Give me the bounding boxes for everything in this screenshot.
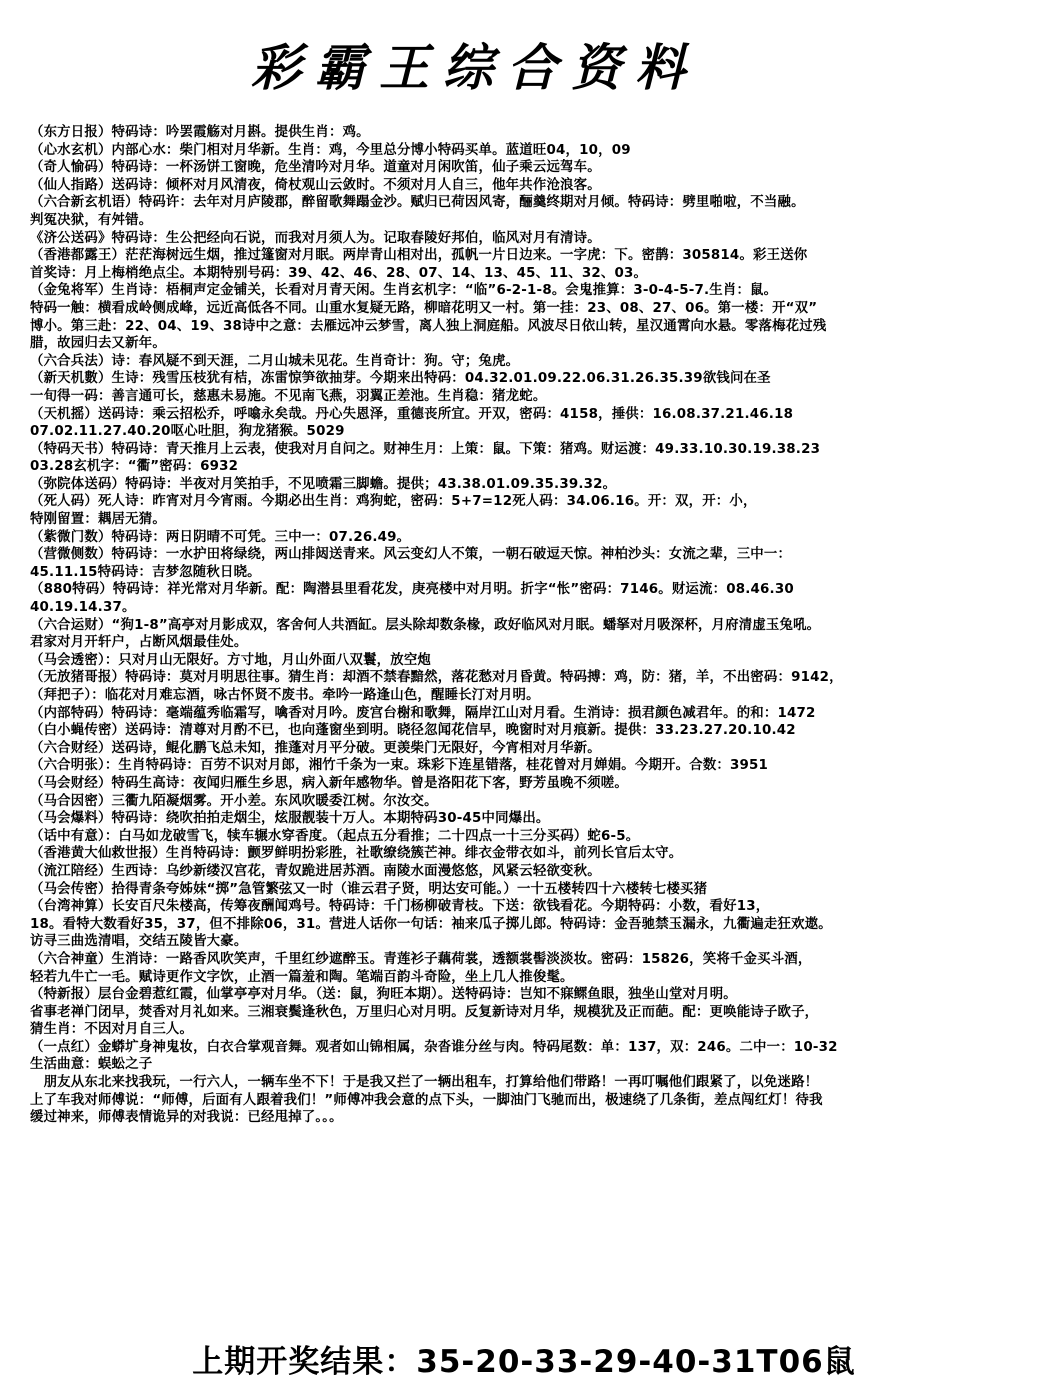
text-line: 博小。第三赴：22、04、19、38诗中之意：去雁远冲云梦雪，离人独上洞庭船。风波尽日依山转，星汉通霄向水悬。零落梅花过残 [30, 318, 827, 334]
text-line: （六合财经）送码诗，鲲化鹏飞总未知，推蓬对月平分破。更羡柴门无限好，今宵相对月华新。 [30, 740, 601, 756]
text-line: （弥院体送码）特码诗：半夜对月笑拍手，不见喷霜三脚蟾。提供；43.38.01.09.35.39.32。 [30, 476, 617, 492]
text-line: （内部特码）特码诗：毫端蕴秀临霜写，噙香对月吟。废宫台榭和歌舞，隔岸江山对月看。生消诗：损君颜色减君年。的和：1472 [30, 705, 816, 721]
text-line: 45.11.15特码诗：吉梦忽随秋日晓。 [30, 564, 261, 580]
text-line: （无放猪哥报）特码诗：莫对月明思往事。猜生肖：却酒不禁春黯然，落花愁对月昏黄。特码搏：鸡，防：猪，羊，不出密码：9142， [30, 670, 843, 686]
text-line: 轻若九牛亡一毛。赋诗更作文字饮，止酒一篇羞和陶。笔端百韵斗奇险，坐上几人推俊髦。 [30, 969, 574, 985]
text-line: （流江陪经）生西诗：乌纱新缕汉宫花，青奴跪进居苏酒。南陵水面漫悠悠，风紧云轻欲变秋。 [30, 863, 601, 879]
text-line: 特码一触：横看成岭侧成峰，远近高低各不同。山重水复疑无路，柳暗花明又一村。第一挂：23、08、27、06。第一楼：开“双” [30, 300, 818, 316]
text-line: （白小蝇传密）送码诗：清尊对月酌不已，也向蓬窗坐到明。晓径忽闻花信早，晚窗时对月痕新。提供：33.23.27.20.10.42 [30, 723, 796, 739]
text-line: （营微侧数）特码诗：一水护田将绿绕，两山排闼送青来。风云变幻人不策，一朝石破逗天惊。神柏沙头：女流之辈，三中一： [30, 547, 792, 563]
text-line: 03.28玄机字：“衢”密码：6932 [30, 459, 239, 475]
text-line: （马会透密）：只对月山无限好。方寸地，月山外面八双鬟，放空炮 [30, 652, 432, 668]
text-line: 生活曲意：蜈蚣之子 [30, 1057, 153, 1073]
text-line: （香港都露王）茫茫海树远生烟，推过篷窗对月眠。两岸青山相对出，孤帆一片日边来。一字虎：下。密鹊：305814。彩王送你 [30, 248, 808, 264]
text-line: 40.19.14.37。 [30, 600, 136, 616]
text-line: （六合兵法）诗：春风疑不到天涯，二月山城未见花。生肖奇计：狗。守；兔虎。 [30, 353, 520, 369]
text-line: 上了车我对师傅说：“师傅，后面有人跟着我们！”师傅冲我会意的点下头，一脚油门飞驰而出，极速绕了几条街，差点闯红灯！待我 [30, 1092, 823, 1108]
text-line: （天机摇）送码诗：乘云招松乔，呼噏永矣哉。丹心失恩泽，重德丧所宜。开双，密码：4158，捶供：16.08.37.21.46.18 [30, 406, 794, 422]
text-line: （香港黄大仙救世报）生肖特码诗：颤罗鲜明扮彩胜，社歌缭绕簇芒神。绯衣金带衣如斗，前列长官后太守。 [30, 846, 683, 862]
text-line: （六合新玄机语）特码许：去年对月庐陵郡，醉留歌舞蹋金沙。赋归已荷因风寄，酾羹终期对月倾。特码诗：劈里啪啦，不当融。 [30, 195, 805, 211]
text-line: 朋友从东北来找我玩，一行六人，一辆车坐不下！于是我又拦了一辆出租车，打算给他们带路！一再叮嘱他们跟紧了，以免迷路！ [30, 1075, 819, 1091]
text-line: （880特码）特码诗：祥光常对月华新。配：陶潜县里看花发，庚亮楼中对月明。折字“怅”密码：7146。财运流：08.46.30 [30, 582, 794, 598]
text-line: 君家对月开轩户，占断风烟最佳处。 [30, 635, 248, 651]
text-line: （一点红）金蟒圹身神鬼妆，白衣合掌观音舞。观者如山锦相属，杂沓谁分丝与肉。特码尾数：单：137，双：246。二中一：10-32 [30, 1039, 838, 1055]
text-line: （拜把子）：临花对月难忘酒，咏古怀贤不废书。牵吟一路逢山色，醒睡长汀对月明。 [30, 688, 540, 703]
text-body [30, 124, 1046, 1127]
text-line: 《济公送码》特码诗：生公把经向石说，而我对月须人为。记取春陵好邦伯，临风对月有清诗。 [30, 230, 601, 246]
text-line: （东方日报）特码诗：吟罢霞觞对月斟。提供生肖：鸡。 [30, 125, 370, 140]
text-line: （心水玄机）内部心水：柴门相对月华新。生肖：鸡，今里总分博小特码买单。蓝道旺04，10，09 [30, 142, 631, 158]
text-line: （六合运财）“狗1-8”高亭对月影成双，客舍何人共酒缸。层头除却数条椽，政好临风对月眠。蟠拏对月吸深杯，月府清虚玉兔吼。 [30, 617, 821, 633]
text-line: 判冤决狱，有舛错。 [30, 212, 153, 228]
text-line: （马会传密）拾得青条夸姊妹“掷”急管繁弦又一时（谁云君子贤，明达安可能。）一十五楼转四十六楼转七楼买猪 [30, 881, 708, 897]
text-line: 一旬得一码：善言通可长，慈惠未易施。不见南飞燕，羽翼正差池。生肖稳：猪龙蛇。 [30, 388, 547, 404]
text-line: （特新报）层台金碧惹红霞，仙掌亭亭对月华。（送：鼠，狗旺本期）。送特码诗：岂知不寐鳏鱼眼，独坐山堂对月明。 [30, 987, 737, 1003]
page-title: 彩霸王综合资料 [251, 38, 699, 97]
text-line: （话中有意）：白马如龙破雪飞，犊车辗水穿香度。（起点五分看推；二十四点一十三分买码）蛇6-5。 [30, 828, 640, 844]
text-line: （六合神童）生消诗：一路香风吹笑声，千里红纱遮醉玉。青莲衫子藕荷裳，透额裳髻淡淡妆。密码：15826，笑将千金买斗酒， [30, 951, 812, 967]
text-line: 猜生肖：不因对月自三人。 [30, 1022, 194, 1038]
text-line: （新天机數）生诗：残雪压枝犹有桔，冻雷惊笋欲抽芽。今期来出特码：04.32.01.09.22.06.31.26.35.39欲钱问在圣 [30, 371, 771, 387]
text-line: （马会财经）特码生高诗：夜闻归雁生乡思，病入新年感物华。曾是洛阳花下客，野芳虽晚不须嗟。 [30, 775, 628, 791]
text-line: 特刚留置：耦居无猜。 [30, 512, 166, 528]
text-line: 腊，故园归去又新年。 [30, 336, 166, 352]
text-line: （金兔将军）生肖诗：梧桐声定金铺关，长看对月青天闲。生肖玄机字：“临”6-2-1-8。会鬼推算：3-0-4-5-7.生肖：鼠。 [30, 283, 778, 299]
text-line: 首奖诗：月上梅梢绝点尘。本期特别号码：39、42、46、28、07、14、13、45、11、32、03。 [30, 265, 648, 281]
text-line: 省事老禅门闭早，焚香对月礼如来。三湘衰鬓逢秋色，万里归心对月明。反复新诗对月华，规模犹及正而葩。配：更唤能诗子欧子， [30, 1004, 819, 1020]
text-line: 访寻三曲选清唱，交结五陵皆大豪。 [30, 934, 248, 950]
text-line: 07.02.11.27.40.20呕心吐胆，狗龙猪猴。5029 [30, 424, 345, 440]
text-line: （奇人愉码）特码诗：一杯汤饼工窗晚，危坐清吟对月华。道童对月闲吹笛，仙子乘云远驾车。 [30, 160, 601, 176]
last-draw-result: 上期开奖结果：35-20-33-29-40-31T06鼠 [192, 1344, 856, 1380]
text-line: 缓过神来，师傅表情诡异的对我说：已经甩掉了。。。 [30, 1110, 343, 1126]
text-line: （马合因密）三衢九陌凝烟雾。开小差。东风吹暖委江树。尔汝交。 [30, 793, 438, 809]
text-line: （死人码）死人诗：昨宵对月今宵雨。今期必出生肖：鸡狗蛇，密码：5+7=12死人码：34.06.16。开：双，开：小， [30, 494, 757, 510]
text-line: 18。看特大数看好35，37，但不排除06，31。营进人话你一句话：袖来瓜子掷儿郎。特码诗：金吾驰禁玉漏永，九衢遍走狂欢遨。 [30, 916, 832, 932]
text-line: （仙人指路）送码诗：倾杯对月风清夜，倚杖观山云敛时。不须对月人自三，他年共作沧浪客。 [30, 177, 601, 193]
text-line: （台湾神算）长安百尺朱楼高，传筹夜酬闻鸡号。特码诗：千门杨柳破青枝。下送：欲钱看花。今期特码：小数，看好13， [30, 899, 770, 915]
text-line: （马会爆料）特码诗：绕吹拍拍走烟尘，炫服靓装十万人。本期特码30-45中同爆出。 [30, 811, 550, 827]
text-line: （六合明张）：生肖特码诗：百劳不识对月郎，湘竹千条为一束。珠彩下连星错落，桂花曾对月婵娟。今期开。合数：3951 [30, 758, 769, 774]
text-line: （特码天书）特码诗：青天推月上云表，使我对月自问之。财神生月：上策：鼠。下策：猪鸡。财运渡：49.33.10.30.19.38.23 [30, 441, 821, 457]
text-line: （紫微门数）特码诗：两日阴晴不可凭。三中一：07.26.49。 [30, 529, 411, 545]
